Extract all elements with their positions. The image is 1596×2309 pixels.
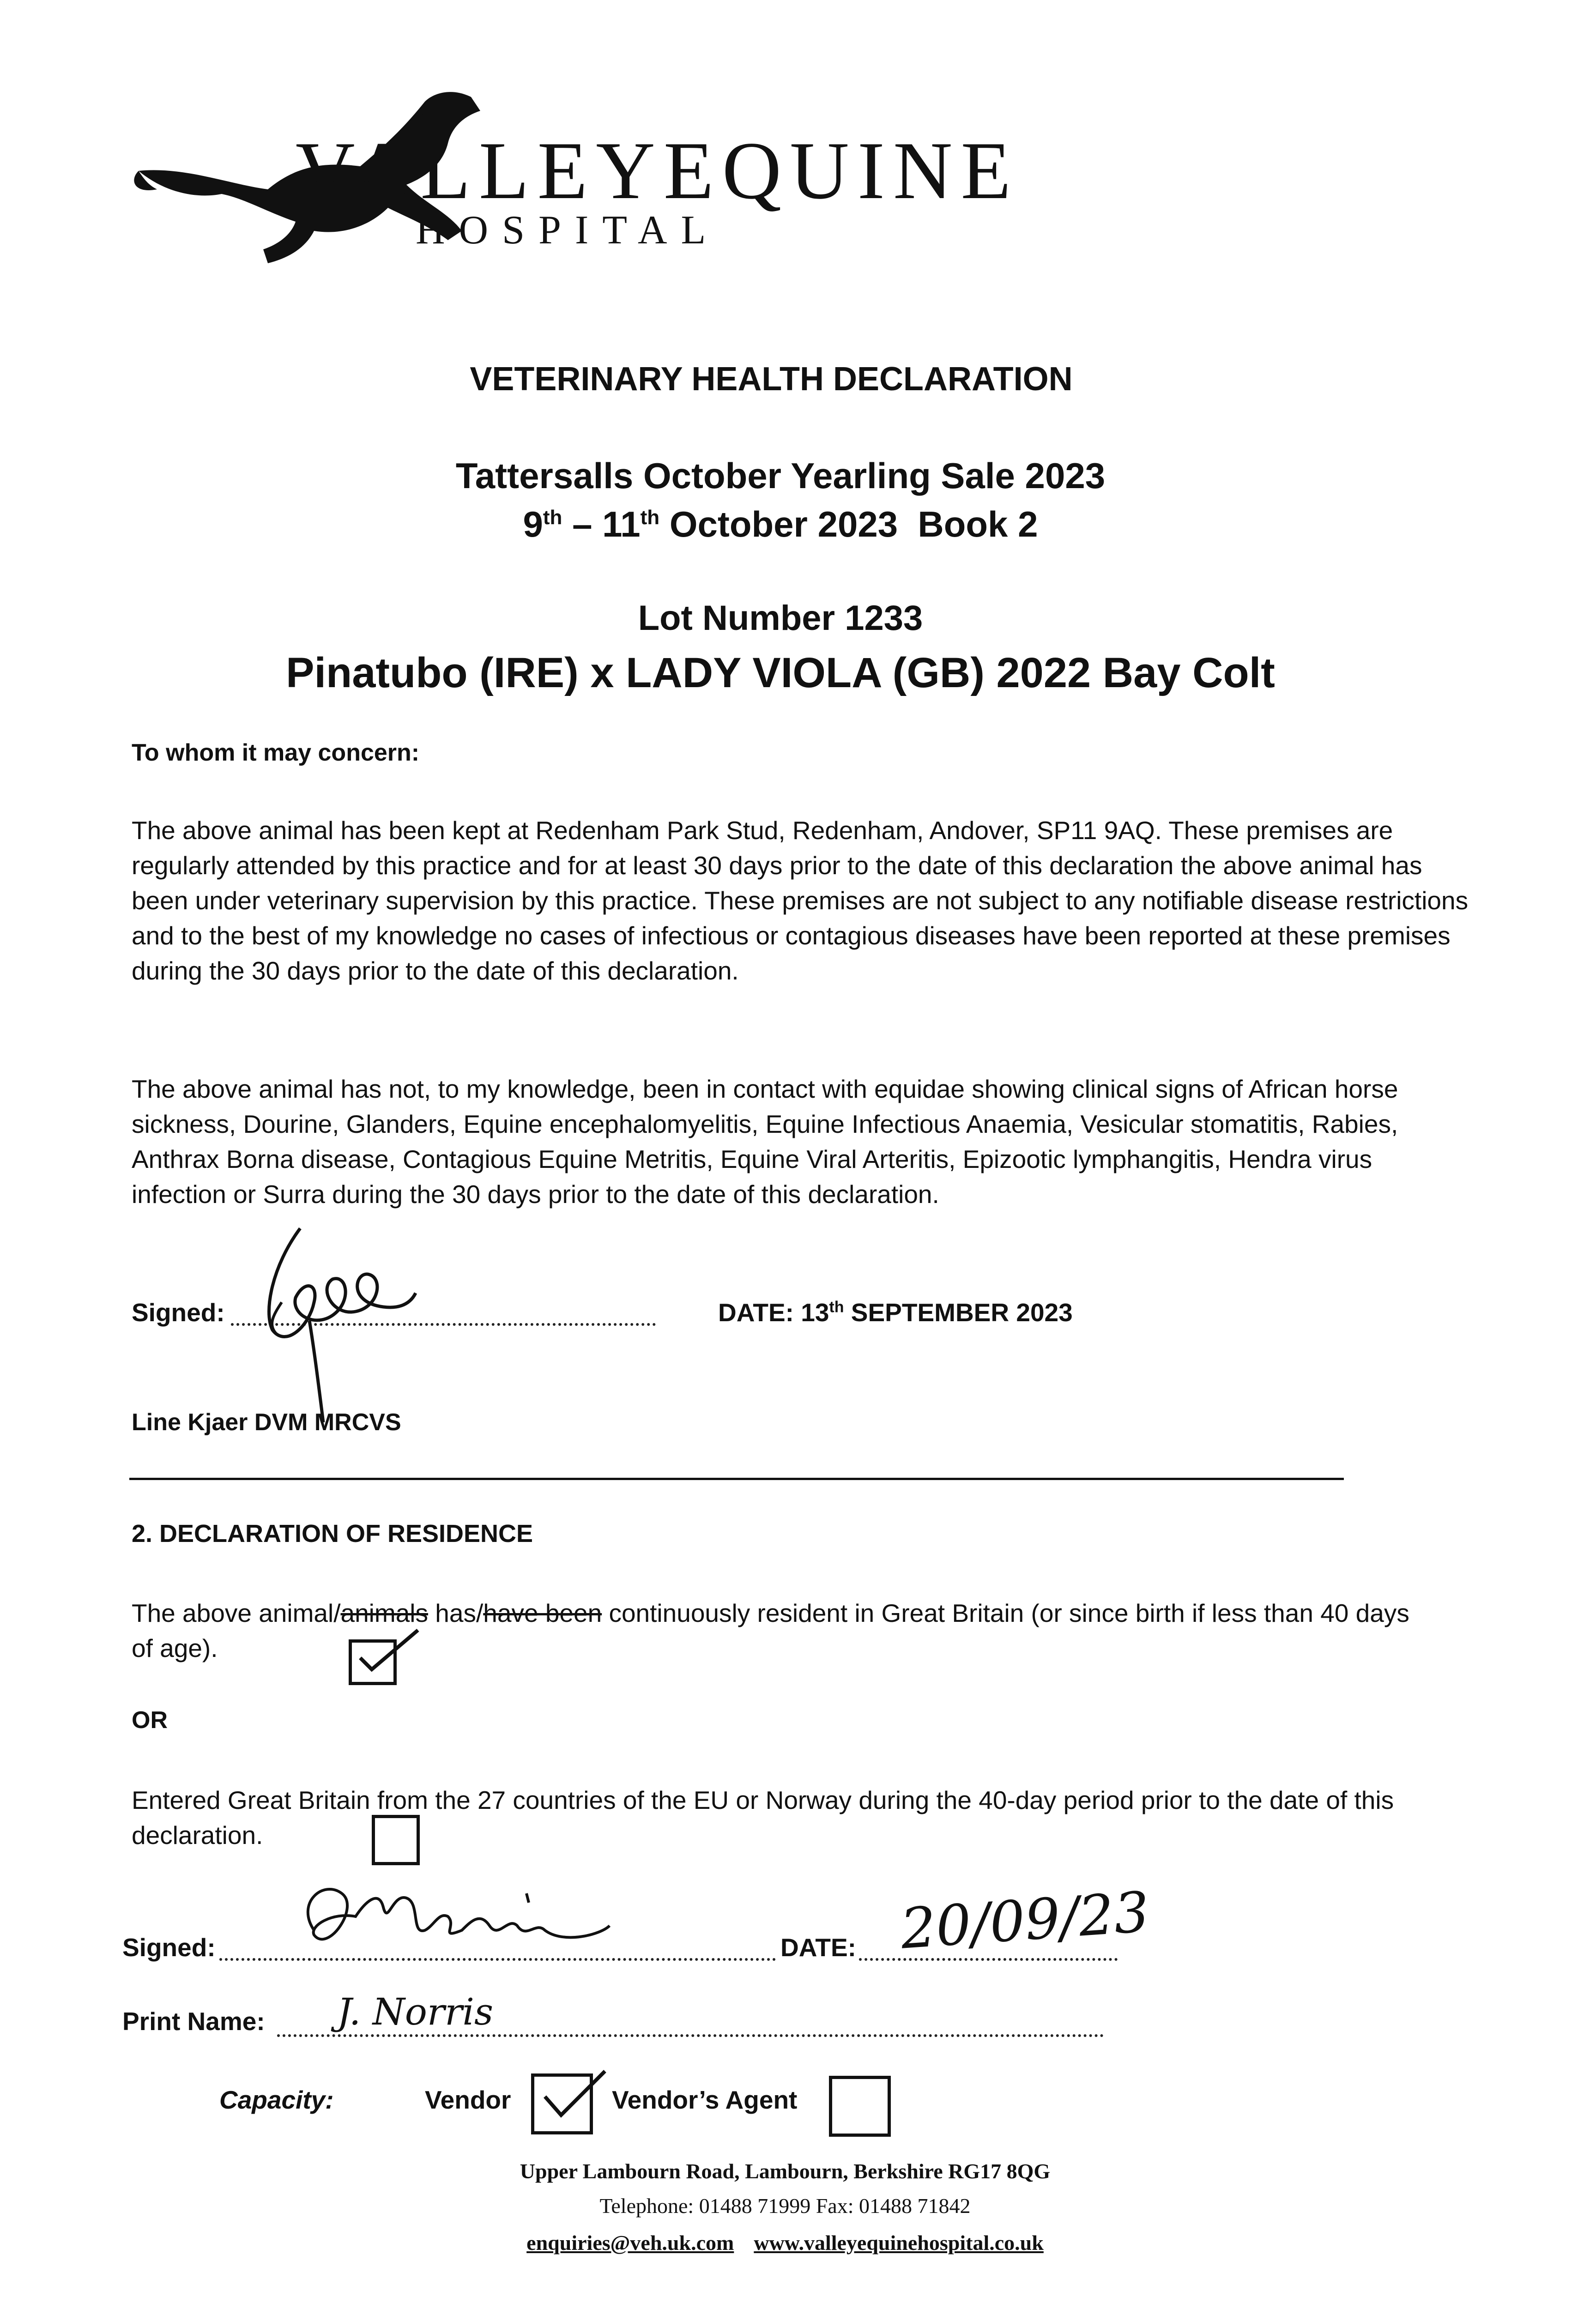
- vendor-date-line: [859, 1958, 1118, 1961]
- option1-post: continuously resident in Great Britain (or since birth if less than 40 days of age).: [132, 1599, 1409, 1662]
- dates-rest: October 2023 Book 2: [659, 504, 1038, 544]
- lot-number: Lot Number 1233: [638, 598, 923, 638]
- or-label: OR: [132, 1707, 168, 1734]
- vet-date-label: DATE: 13: [718, 1298, 829, 1327]
- option1-struck-have-been: have been: [483, 1599, 602, 1627]
- brand-subtitle: HOSPITAL: [416, 208, 720, 253]
- vet-date-sup: th: [829, 1298, 844, 1316]
- vendor-label: Vendor: [425, 2085, 511, 2114]
- resident-checkmark-icon: [353, 1626, 423, 1681]
- sale-name: Tattersalls October Yearling Sale 2023: [455, 455, 1106, 496]
- vendor-checkmark-icon: [540, 2064, 610, 2124]
- vet-signed-label: Signed:: [132, 1298, 225, 1327]
- print-name-line: [277, 2034, 1104, 2037]
- footer-phone: Telephone: 01488 71999 Fax: 01488 71842: [599, 2194, 971, 2218]
- residence-heading: 2. DECLARATION OF RESIDENCE: [132, 1520, 533, 1547]
- footer-address: Upper Lambourn Road, Lambourn, Berkshire RG17 8QG: [520, 2159, 1051, 2183]
- vet-date: [718, 1298, 1073, 1327]
- brand-wordmark: VALLEYEQUINE: [296, 125, 1020, 216]
- print-name-label: Print Name:: [122, 2007, 265, 2036]
- vet-signature: [245, 1210, 439, 1432]
- section-divider: [129, 1478, 1344, 1480]
- residence-option-2: Entered Great Britain from the 27 countries of the EU or Norway during the 40-day period prior to the date of this declaration.: [132, 1786, 1394, 1850]
- sale-dates: [0, 503, 1561, 545]
- salutation: To whom it may concern:: [132, 739, 420, 766]
- dates-day-start: 9: [523, 504, 543, 544]
- disease-contact-paragraph: The above animal has not, to my knowledge, been in contact with equidae showing clinical signs of African horse sickness, Dourine, Glanders, Equine encephalomyelitis, Equine Infectious Anaemia, Vesicular stomatitis, Rabies, Anthrax Borna disease, Contagious Equine Metritis, Equine Viral Arteritis, Epizootic lymphangitis, Hendra virus infection or Surra during the 30 days prior to the date of this declaration.: [132, 1075, 1398, 1209]
- option1-pre: The above animal/: [132, 1599, 341, 1627]
- vendor-date-label: DATE:: [780, 1933, 856, 1962]
- residence-option-1: [132, 1596, 1434, 1666]
- option1-mid: has/: [428, 1599, 484, 1627]
- footer-email-link[interactable]: enquiries@veh.uk.com: [526, 2231, 734, 2255]
- horse-description: Pinatubo (IRE) x LADY VIOLA (GB) 2022 Bay Colt: [286, 649, 1275, 696]
- dates-sup-start: th: [543, 506, 562, 529]
- footer-links: [0, 2230, 1570, 2255]
- vendors-agent-checkbox[interactable]: [829, 2076, 891, 2137]
- document-title: VETERINARY HEALTH DECLARATION: [470, 361, 1073, 398]
- vendor-signed-label: Signed:: [122, 1933, 216, 1962]
- vet-date-rest: SEPTEMBER 2023: [844, 1298, 1073, 1327]
- dates-sep: –: [562, 504, 603, 544]
- vendor-signature-text: [462, 1912, 572, 1944]
- dates-day-end: 11: [602, 504, 641, 544]
- dates-sup-end: th: [640, 506, 660, 529]
- print-name-handwritten: J. Norris: [337, 1990, 494, 2033]
- capacity-label: Capacity:: [219, 2085, 334, 2114]
- vet-name: Line Kjaer DVM MRCVS: [132, 1409, 401, 1436]
- option1-struck-animals: animals: [340, 1599, 429, 1627]
- premises-paragraph: The above animal has been kept at Redenham Park Stud, Redenham, Andover, SP11 9AQ. These premises are regularly attended by this practice and for at least 30 days prior to the date of this declaration the above animal has been under veterinary supervision by this practice. These premises are not subject to any notifiable disease restrictions and to the best of my knowledge no cases of infectious or contagious diseases have been reported at these premises during the 30 days prior to the date of this declaration.: [132, 816, 1469, 985]
- eu-entry-checkbox[interactable]: [372, 1815, 420, 1865]
- footer-website-link[interactable]: www.valleyequinehospital.co.uk: [754, 2231, 1044, 2255]
- vendor-date-handwritten: 20/09/23: [898, 1880, 1152, 1962]
- vendors-agent-label: Vendor’s Agent: [612, 2085, 798, 2114]
